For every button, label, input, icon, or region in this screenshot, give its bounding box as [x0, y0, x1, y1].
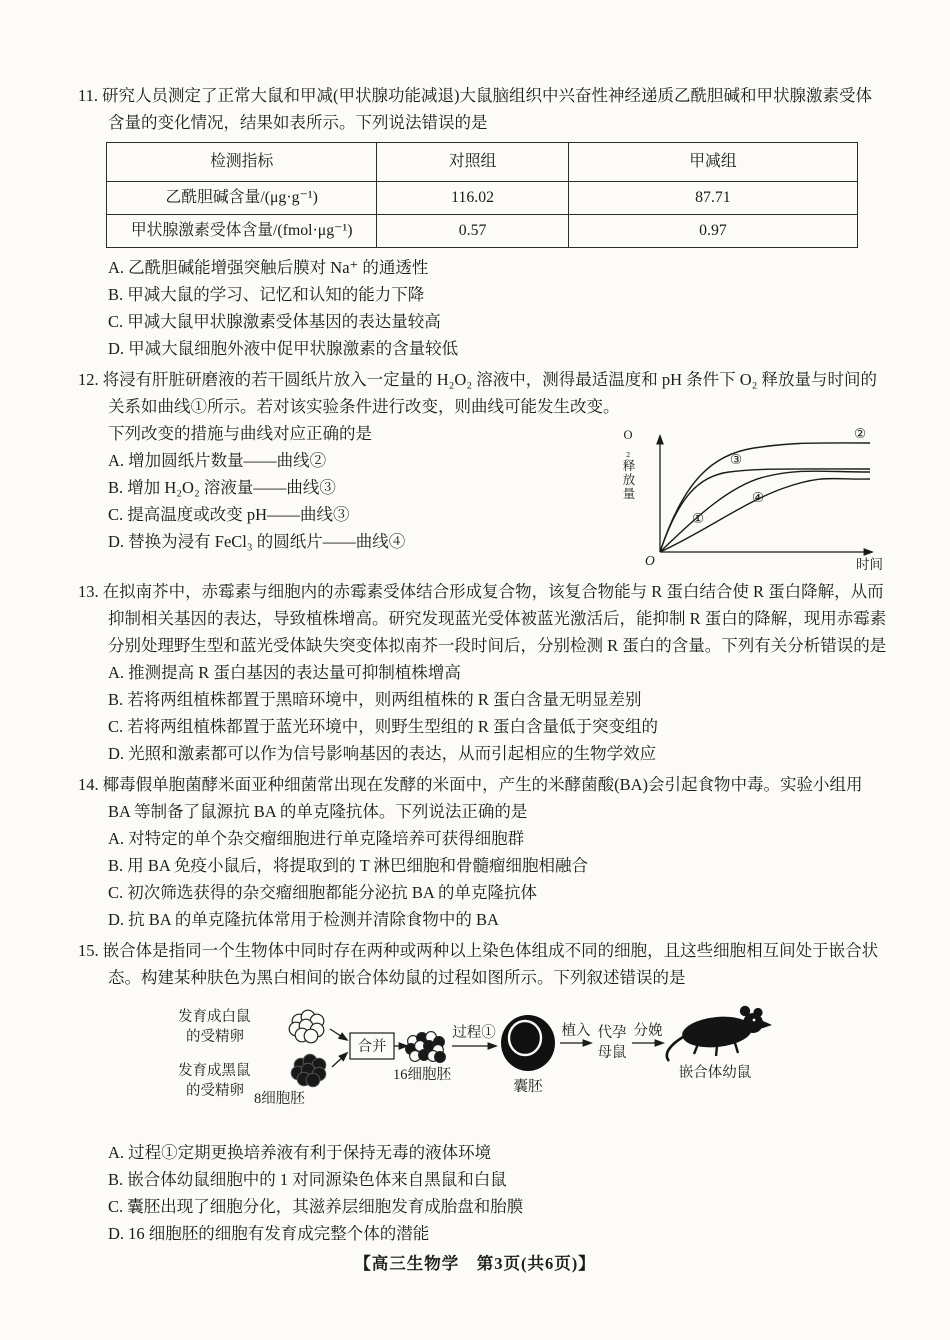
table-header-cell: 甲减组: [568, 143, 857, 182]
table-header-row: [107, 143, 858, 182]
table-cell: 乙酰胆碱含量/(μg·g⁻¹): [107, 182, 377, 215]
option-c: C. 甲减大鼠甲状腺激素受体基因的表达量较高: [108, 312, 441, 331]
question-stem: [78, 771, 888, 825]
white-egg-label-line1: 发育成白鼠: [178, 1009, 251, 1025]
black-egg-label-line1: 发育成黑鼠: [178, 1063, 251, 1079]
results-table: [106, 142, 858, 248]
birth-label: 分娩: [633, 1023, 663, 1039]
option-c: C. 若将两组植株都置于蓝光环境中，则野生型组的 R 蛋白含量低于突变组的: [108, 717, 659, 736]
black-8cell-embryo: [291, 1054, 326, 1087]
implant-label: 植入: [561, 1023, 591, 1039]
question-stem-text: 在拟南芥中，赤霉素与细胞内的赤霉素受体结合形成复合物，该复合物能与 R 蛋白结合使 R 蛋白降解，从而抑制相关基因的表达，导致植株增高。研究发现蓝光受体被蓝光激活后，能抑制 R 蛋白的降解，现用赤霉素分别处理野生型和蓝光受体缺失突变体拟南芥一段时间后，分别检测 R 蛋白的含量。下列有关分析错误的是: [102, 582, 887, 655]
question-number: 13.: [78, 582, 99, 601]
question-12-text-column: [78, 420, 620, 555]
question-stem-text: 研究人员测定了正常大鼠和甲减(甲状腺功能减退)大鼠脑组织中兴奋性神经递质乙酰胆碱和甲状腺激素受体含量的变化情况，结果如表所示。下列说法错误的是: [102, 86, 873, 132]
question-stem-text: 椰毒假单胞菌酵米面亚种细菌常出现在发酵的米面中，产生的米酵菌酸(BA)会引起食物中毒。实验小组用 BA 等制备了鼠源抗 BA 的单克隆抗体。下列说法正确的是: [102, 775, 863, 821]
option-b: B. 甲减大鼠的学习、记忆和认知的能力下降: [108, 285, 425, 304]
blastocyst-label: 囊胚: [513, 1079, 543, 1095]
question-stem-text: 将浸有肝脏研磨液的若干圆纸片放入一定量的 H₂O₂ 溶液中，测得最适温度和 pH 条件下 O₂ 释放量与时间的关系如曲线①所示。若对该实验条件进行改变，则曲线可能发生改变。: [102, 370, 878, 416]
page-content: [78, 82, 888, 1251]
question-15: [78, 937, 888, 1247]
curve-3-label: ③: [730, 452, 743, 467]
table-cell: 甲状腺激素受体含量/(fmol·μg⁻¹): [107, 215, 377, 248]
table-cell: 0.97: [568, 215, 857, 248]
question-stem-text: 下列改变的措施与曲线对应正确的是: [108, 424, 372, 443]
option-d: D. 替换为浸有 FeCl₃ 的圆纸片——曲线④: [108, 532, 406, 551]
process1-label: 过程①: [452, 1025, 496, 1041]
question-stem: [78, 578, 888, 659]
option-a: A. 推测提高 R 蛋白基因的表达量可抑制植株增高: [108, 663, 461, 682]
chimera-mouse-label: 嵌合体幼鼠: [678, 1065, 752, 1081]
page-footer: 【高三生物学 第3页(共6页)】: [354, 1254, 596, 1273]
question-stem-text: 嵌合体是指同一个生物体中同时存在两种或两种以上染色体组成不同的细胞，且这些细胞相互间处于嵌合状态。构建某种肤色为黑白相间的嵌合体幼鼠的过程如图所示。下列叙述错误的是: [102, 941, 879, 987]
curve-2-label: ②: [854, 426, 867, 441]
blastocyst-figure: [501, 1015, 555, 1071]
x-axis-label: 时间: [856, 557, 883, 572]
table-cell: 116.02: [377, 182, 569, 215]
merge-arrow-bottom: [332, 1053, 347, 1067]
question-12: [78, 366, 888, 574]
option-c: C. 囊胚出现了细胞分化，其滋养层细胞发育成胎盘和胎膜: [108, 1197, 524, 1216]
curve-4-label: ④: [752, 490, 765, 505]
option-a: A. 对特定的单个杂交瘤细胞进行单克隆培养可获得细胞群: [108, 829, 525, 848]
option-b: B. 用 BA 免疫小鼠后，将提取到的 T 淋巴细胞和骨髓瘤细胞相融合: [108, 856, 589, 875]
surrogate-label-line2: 母鼠: [597, 1045, 627, 1061]
surrogate-label-line1: 代孕: [597, 1025, 627, 1041]
table-row: [107, 215, 858, 248]
white-egg-label-line2: 的受精卵: [186, 1029, 244, 1045]
curve-1-label: ①: [692, 511, 705, 526]
option-c: C. 初次筛选获得的杂交瘤细胞都能分泌抗 BA 的单克隆抗体: [108, 883, 538, 902]
oxygen-release-graph: [620, 422, 888, 574]
question-number: 12.: [78, 370, 99, 389]
graph-canvas: [634, 422, 886, 574]
merge-arrow-top: [330, 1029, 347, 1040]
table-header-cell: 检测指标: [107, 143, 377, 182]
graph-y-axis-label: O₂释放量: [621, 428, 635, 501]
sixteen-cell-embryo: [406, 1032, 446, 1063]
option-b: B. 若将两组植株都置于黑暗环境中，则两组植株的 R 蛋白含量无明显差别: [108, 690, 642, 709]
question-number: 15.: [78, 941, 99, 960]
question-stem: [78, 937, 888, 991]
question-stem: [78, 366, 888, 420]
option-d: D. 光照和激素都可以作为信号影响基因的表达，从而引起相应的生物学效应: [108, 744, 657, 763]
table-cell: 87.71: [568, 182, 857, 215]
diagram-canvas: [170, 997, 815, 1135]
option-a: A. 过程①定期更换培养液有利于保持无毒的液体环境: [108, 1143, 492, 1162]
table-header-cell: 对照组: [377, 143, 569, 182]
embryo8-label: 8细胞胚: [254, 1091, 305, 1107]
chimera-construction-diagram: [170, 997, 888, 1135]
chimera-mouse-figure: [667, 1006, 772, 1061]
embryo16-label: 16细胞胚: [393, 1067, 451, 1083]
option-b: B. 增加 H₂O₂ 溶液量——曲线③: [108, 478, 336, 497]
question-13: [78, 578, 888, 767]
option-d: D. 抗 BA 的单克隆抗体常用于检测并清除食物中的 BA: [108, 910, 499, 929]
option-c: C. 提高温度或改变 pH——曲线③: [108, 505, 350, 524]
origin-label: O: [645, 553, 655, 568]
question-number: 11.: [78, 86, 99, 105]
question-12-body: [78, 420, 888, 574]
option-d: D. 16 细胞胚的细胞有发育成完整个体的潜能: [108, 1224, 430, 1243]
table-row: [107, 182, 858, 215]
merge-label: 合并: [357, 1039, 387, 1055]
option-d: D. 甲减大鼠细胞外液中促甲状腺激素的含量较低: [108, 339, 459, 358]
option-b: B. 嵌合体幼鼠细胞中的 1 对同源染色体来自黑鼠和白鼠: [108, 1170, 507, 1189]
option-a: A. 增加圆纸片数量——曲线②: [108, 451, 327, 470]
black-egg-label-line2: 的受精卵: [186, 1083, 244, 1099]
question-14: [78, 771, 888, 933]
option-a: A. 乙酰胆碱能增强突触后膜对 Na⁺ 的通透性: [108, 258, 429, 277]
table-cell: 0.57: [377, 215, 569, 248]
white-8cell-embryo: [289, 1010, 324, 1043]
question-11: [78, 82, 888, 362]
question-stem: [78, 82, 888, 136]
question-number: 14.: [78, 775, 99, 794]
